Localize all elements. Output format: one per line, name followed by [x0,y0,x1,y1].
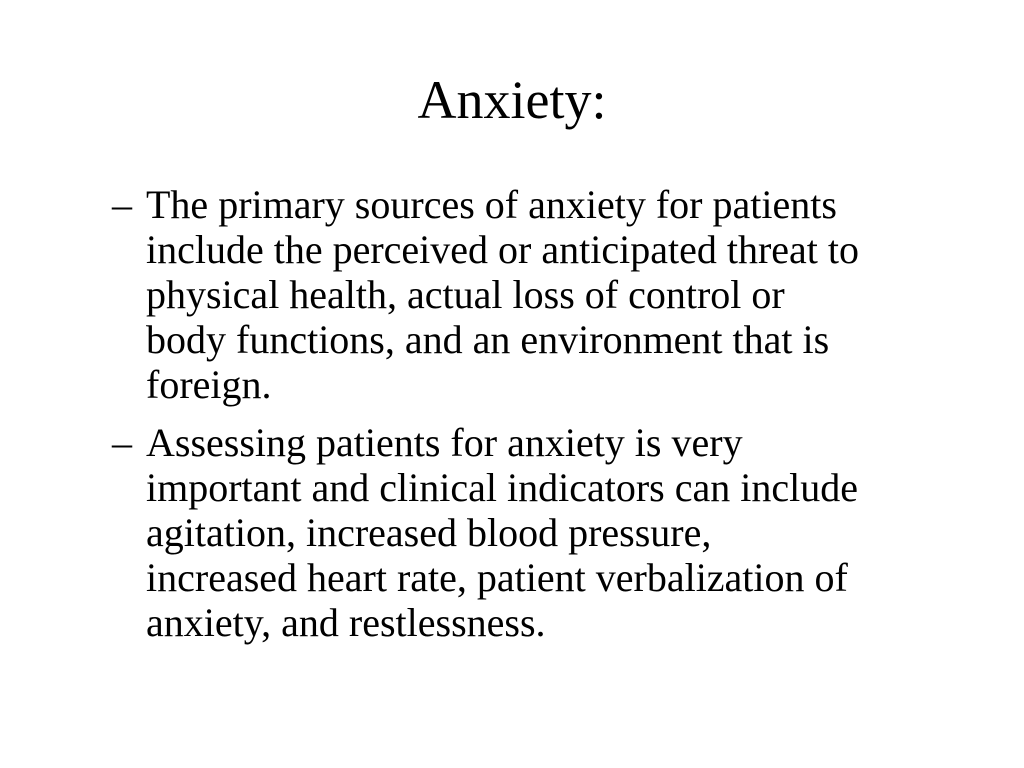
bullet-line: physical health, actual loss of control or [146,272,785,317]
bullet-item-sources [112,182,972,407]
bullet-line: important and clinical indicators can include [146,465,858,510]
bullet-line: agitation, increased blood pressure, [146,510,712,555]
bullet-text [146,182,972,407]
bullet-text [146,420,972,645]
bullet-line: Assessing patients for anxiety is very [146,420,743,465]
bullet-item-assessing [112,420,972,645]
bullet-line: The primary sources of anxiety for patients [146,182,837,227]
dash-bullet-icon: – [112,182,132,227]
bullet-line: increased heart rate, patient verbalization of [146,555,848,600]
bullet-line: body functions, and an environment that is [146,317,830,362]
bullet-line: anxiety, and restlessness. [146,600,546,645]
bullet-list [112,182,972,658]
slide-title: Anxiety: [417,70,607,130]
dash-bullet-icon: – [112,420,132,465]
bullet-line: include the perceived or anticipated threat to [146,227,860,272]
bullet-line: foreign. [146,362,272,407]
